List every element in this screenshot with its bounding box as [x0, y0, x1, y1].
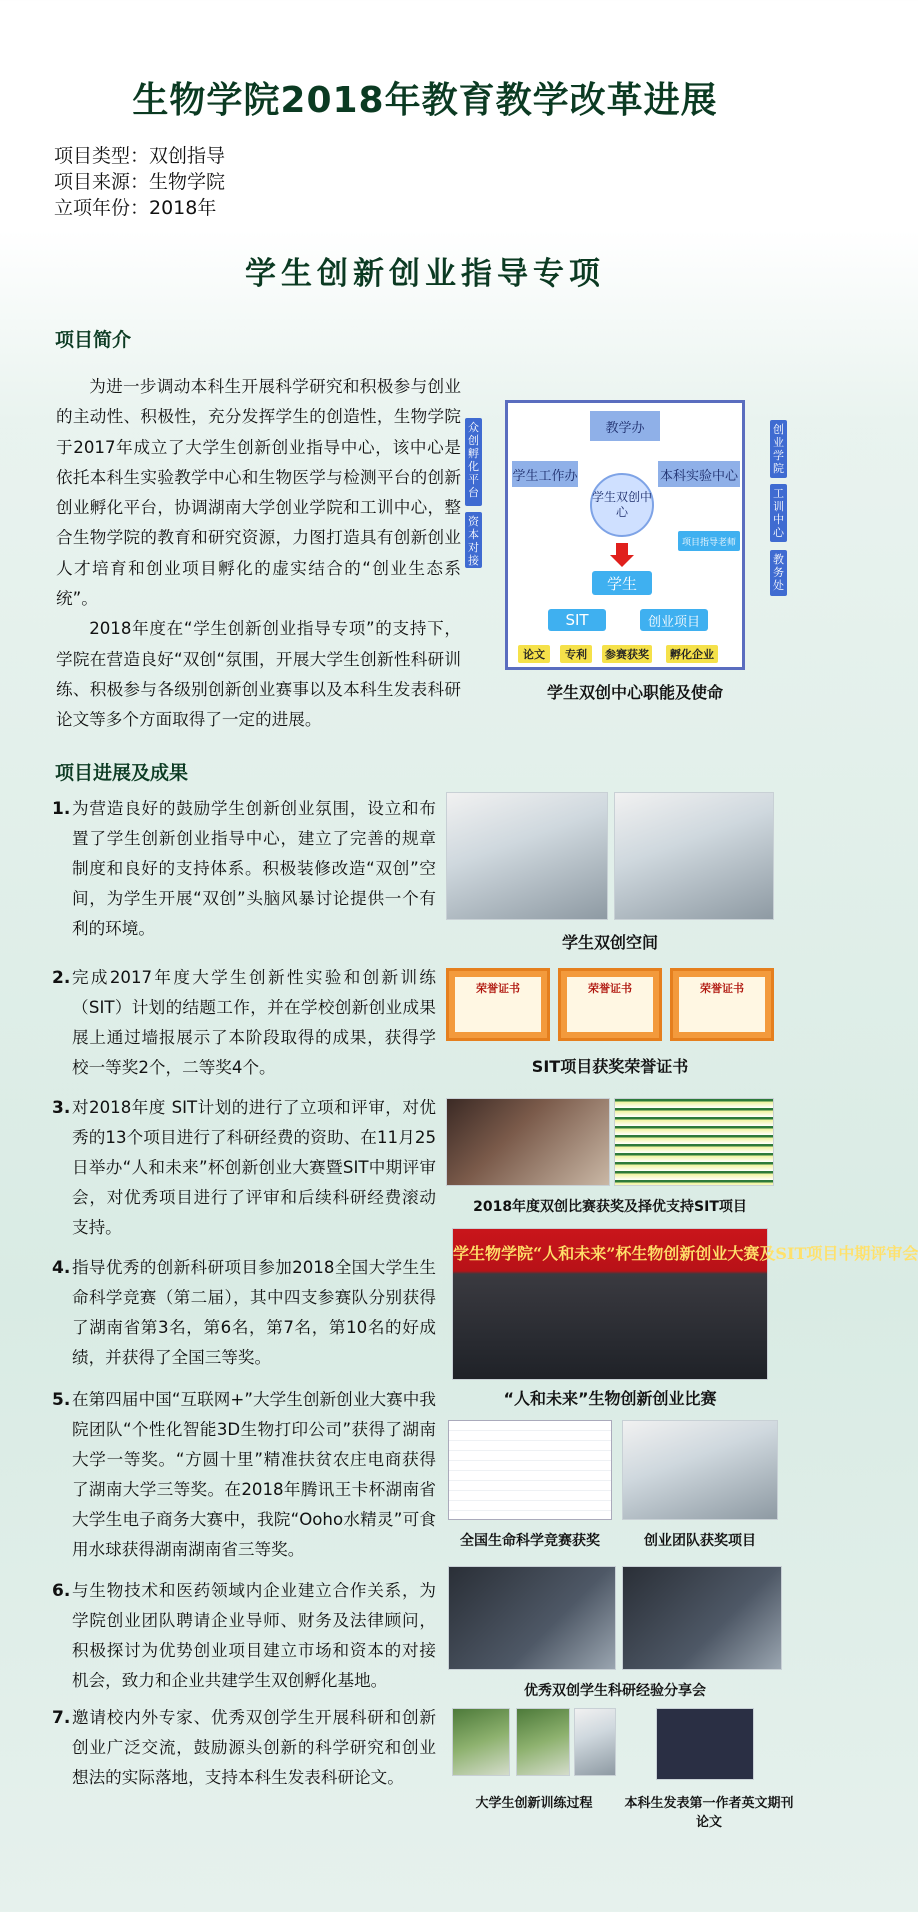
- photo-renhe-group: [452, 1228, 918, 1380]
- certificate-title: 荣誉证书: [476, 982, 520, 995]
- caption-space: 学生双创空间: [561, 933, 658, 952]
- arrow-head-red: [610, 555, 634, 567]
- certificate-title: 荣誉证书: [588, 982, 632, 995]
- intro-text: [56, 372, 461, 736]
- startup-team-poster: [622, 1420, 778, 1520]
- caption-national: 全国生命科学竞赛获奖: [460, 1533, 600, 1549]
- photo-space-2: [614, 792, 774, 920]
- caption-renhe: “人和未来”生物创新创业比赛: [503, 1389, 717, 1408]
- item-text: 为营造良好的鼓励学生创新创业氛围，设立和布置了学生创新创业指导中心，建立了完善的规章制度和良好的支持体系。积极装修改造“双创”空间，为学生开展“双创”头脑风暴讨论提供一个有利的环境。: [72, 799, 436, 938]
- node-student: 学生: [592, 571, 652, 595]
- node-startup-project: 创业项目: [640, 609, 708, 631]
- node-advisor: 项目指导老师: [678, 531, 740, 551]
- progress-item-2: [52, 963, 436, 1083]
- project-meta: [54, 143, 225, 221]
- item-text: 邀请校内外专家、优秀双创学生开展科研和创新创业广泛交流，鼓励源头创新的科学研究和创业想法的实际落地，支持本科生发表科研论文。: [72, 1708, 436, 1787]
- caption-sit-cert: SIT项目获奖荣誉证书: [531, 1057, 689, 1076]
- photo-sharing-1: [448, 1566, 616, 1670]
- caption-award-2018: 2018年度双创比赛获奖及择优支持SIT项目: [473, 1199, 747, 1215]
- right-tag-academic-affairs: 教务处: [770, 550, 787, 596]
- output-award: 参赛获奖: [602, 645, 652, 663]
- item-text: 指导优秀的创新科研项目参加2018全国大学生生命科学竞赛（第二届），其中四支参赛队分别获得了湖南省第3名，第6名，第7名，第10名的好成绩，并获得了全国三等奖。: [72, 1258, 436, 1367]
- node-innovation-center: 学生双创中心: [590, 473, 654, 537]
- project-year: 立项年份：2018年: [54, 197, 217, 219]
- award-table: [614, 1098, 774, 1186]
- photo-sharing-2: [622, 1566, 782, 1670]
- section-title: 学生创新创业指导专项: [245, 256, 605, 292]
- photo-paper: [656, 1708, 754, 1780]
- progress-item-7: [52, 1703, 436, 1793]
- progress-item-5: [52, 1385, 436, 1565]
- left-tag-capital: 资本对接: [465, 512, 482, 568]
- function-diagram: [450, 400, 790, 720]
- item-number: 4.: [52, 1258, 71, 1278]
- caption-sharing: 优秀双创学生科研经验分享会: [524, 1683, 706, 1699]
- certificate-1: [446, 968, 550, 1041]
- diagram-caption: 学生双创中心职能及使命: [546, 683, 723, 702]
- photo-training-3: [574, 1708, 616, 1776]
- item-number: 1.: [52, 799, 71, 819]
- banner-text: 学生物学院“人和未来”杯生物创新创业大赛及SIT项目中期评审会: [453, 1244, 918, 1263]
- output-paper: 论文: [518, 645, 550, 663]
- item-number: 6.: [52, 1581, 71, 1601]
- output-patent: 专利: [560, 645, 592, 663]
- progress-item-1: [52, 794, 436, 944]
- node-student-affairs: 学生工作办: [512, 461, 578, 487]
- item-text: 在第四届中国“互联网+”大学生创新创业大赛中我院团队“个性化智能3D生物打印公司”获得了湖南大学一等奖。“方圆十里”精准扶贫农庄电商获得了湖南大学三等奖。在2018年腾讯王卡杯湖南省大学生电子商务大赛中，我院“Ooho水精灵”可食用水球获得湖南湖南省三等奖。: [72, 1390, 436, 1559]
- caption-paper: 本科生发表第一作者英文期刊论文: [624, 1796, 794, 1830]
- right-tag-training-center: 工训中心: [770, 484, 787, 542]
- item-number: 7.: [52, 1708, 71, 1728]
- progress-item-4: [52, 1253, 436, 1373]
- intro-heading: 项目简介: [55, 329, 132, 351]
- photo-training-2: [516, 1708, 570, 1776]
- item-number: 2.: [52, 968, 71, 988]
- project-type: 项目类型：双创指导: [54, 145, 226, 167]
- item-text: 完成2017年度大学生创新性实验和创新训练（SIT）计划的结题工作，并在学校创新创业成果展上通过墙报展示了本阶段取得的成果，获得学校一等奖2个，二等奖4个。: [72, 968, 436, 1077]
- right-tag-startup-college: 创业学院: [770, 420, 787, 478]
- item-text: 对2018年度 SIT计划的进行了立项和评审，对优秀的13个项目进行了科研经费的资助、在11月25日举办“人和未来”杯创新创业大赛暨SIT中期评审会，对优秀项目进行了评审和后续科研经费滚动支持。: [72, 1098, 436, 1237]
- node-lab-center: 本科实验中心: [658, 461, 740, 487]
- progress-item-6: [52, 1576, 436, 1696]
- project-source: 项目来源：生物学院: [54, 171, 226, 193]
- item-number: 5.: [52, 1390, 71, 1410]
- progress-item-3: [52, 1093, 436, 1243]
- left-tag-incubation: 众创孵化平台: [465, 418, 482, 506]
- certificate-2: [558, 968, 662, 1041]
- page-title: 生物学院2018年教育教学改革进展: [132, 80, 718, 121]
- output-incubation: 孵化企业: [666, 645, 718, 663]
- progress-heading: 项目进展及成果: [55, 762, 189, 784]
- diagram-box: [505, 400, 745, 670]
- certificate-3: [670, 968, 774, 1041]
- intro-paragraph-1: 为进一步调动本科生开展科学研究和积极参与创业的主动性、积极性，充分发挥学生的创造性，生物学院于2017年成立了大学生创新创业指导中心，该中心是依托本科生实验教学中心和生物医学与检测平台的创新创业孵化平台，协调湖南大学创业学院和工训中心，整合生物学院的教育和研究资源，力图打造具有创新创业人才培育和创业项目孵化的虚实结合的“创业生态系统”。: [56, 377, 461, 609]
- certificate-title: 荣誉证书: [700, 982, 744, 995]
- caption-startup-team: 创业团队获奖项目: [644, 1533, 756, 1549]
- item-text: 与生物技术和医药领域内企业建立合作关系，为学院创业团队聘请企业导师、财务及法律顾问，积极探讨为优势创业项目建立市场和资本的对接机会，致力和企业共建学生双创孵化基地。: [72, 1581, 436, 1690]
- node-sit: SIT: [548, 609, 606, 631]
- caption-training: 大学生创新训练过程: [475, 1796, 593, 1811]
- node-teaching-office: 教学办: [590, 411, 660, 441]
- photo-training-1: [452, 1708, 510, 1776]
- photo-space-1: [446, 792, 608, 920]
- item-number: 3.: [52, 1098, 71, 1118]
- national-award-list: [448, 1420, 612, 1520]
- intro-paragraph-2: 2018年度在“学生创新创业指导专项”的支持下，学院在营造良好“双创“氛围，开展大学生创新性科研训练、积极参与各级别创新创业赛事以及本科生发表科研论文等多个方面取得了一定的进展。: [56, 619, 461, 730]
- photo-award-event: [446, 1098, 610, 1186]
